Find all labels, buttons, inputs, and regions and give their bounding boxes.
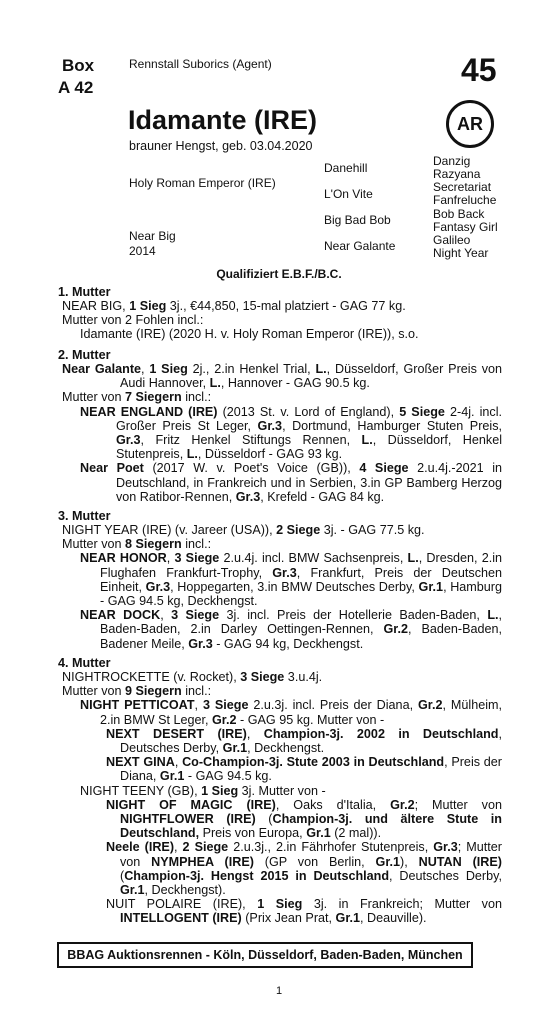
- box-number: A 42: [58, 78, 94, 97]
- pedigree-dam-year: 2014: [129, 244, 156, 258]
- dam-1-text: NEAR BIG, 1 Sieg 3j., €44,850, 15-mal platziert - GAG 77 kg. Mutter von 2 Fohlen incl.: Idamante (IRE) (2020 H. v. Holy Roman Emperor (IRE)), s.o.: [62, 299, 419, 342]
- pedigree-dam-dam: Near Galante: [324, 239, 396, 253]
- dam-4-text: NIGHTROCKETTE (v. Rocket), 3 Siege 3.u.4j. Mutter von 9 Siegern incl.: NIGHT PETTICOAT, 3 Siege 2.u.3j. incl. Preis der Diana, Gr.2, Mülheim, 2.in BMW St Leger, Gr.2 - GAG 95 kg. Mutter von - NEXT DESERT (IRE), Champion-3j. 2002 in Deutschland, Deutsches Derby, Gr.1, Deckhengst. NEXT GINA, Co-Champion-3j. Stute 2003 in Deutschland, Preis der Diana, Gr.1 - GAG 94.5 kg. NIGHT TEENY (GB), 1 Sieg 3j. Mutter von - NIGHT OF MAGIC (IRE), Oaks d'Italia, Gr.2; Mutter von NIGHTFLOWER (IRE) (Champion-3j. und ältere Stute in Deutschland, Preis von Europa, Gr.1 (2 mal)). Neele (IRE), 2 Siege 2.u.3j., 2.in Fährhofer Stutenpreis, Gr.3; Mutter von NYMPHEA (IRE) (GP von Berlin, Gr.1), NUTAN (IRE) (Champion-3j. Hengst 2015 in Deutschland, Deutsches Derby, Gr.1, Deckhengst). NUIT POLAIRE (IRE), 1 Sieg 3j. in Frankreich; Mutter von INTELLOGENT (IRE) (Prix Jean Prat, Gr.1, Deauville).: [62, 670, 503, 926]
- horse-name: Idamante (IRE): [128, 105, 318, 135]
- pedigree-g5: Bob Back: [433, 207, 485, 221]
- section-heading: 4. Mutter: [58, 656, 111, 670]
- footer-banner: BBAG Auktionsrennen - Köln, Düsseldorf, Baden-Baden, München: [57, 942, 473, 968]
- owner: Rennstall Suborics (Agent): [129, 57, 272, 71]
- pedigree-g8: Night Year: [433, 246, 489, 260]
- box-label: Box: [62, 56, 95, 75]
- dam-3-text: NIGHT YEAR (IRE) (v. Jareer (USA)), 2 Siege 3j. - GAG 77.5 kg. Mutter von 8 Siegern incl.: NEAR HONOR, 3 Siege 2.u.4j. incl. BMW Sachsenpreis, L., Dresden, 2.in Flughafen Frankfurt-Trophy, Gr.3, Frankfurt, Preis der Deutschen Einheit, Gr.3, Hoppegarten, 3.in BMW Deutsches Derby, Gr.1, Hamburg - GAG 94.5 kg, Deckhengst. NEAR DOCK, 3 Siege 3j. incl. Preis der Hotellerie Baden-Baden, L., Baden-Baden, 2.in Darley Oettingen-Rennen, Gr.2, Baden-Baden, Badener Meile, Gr.3 - GAG 94 kg, Deckhengst.: [62, 523, 503, 651]
- pedigree-g1: Danzig: [433, 154, 471, 168]
- qualification: Qualifiziert E.B.F./B.C.: [216, 267, 342, 281]
- pedigree-g2: Razyana: [433, 167, 481, 181]
- pedigree-g3: Secretariat: [433, 180, 492, 194]
- section-heading: 1. Mutter: [58, 285, 111, 299]
- pedigree-g6: Fantasy Girl: [433, 220, 498, 234]
- lot-number: 45: [461, 52, 497, 88]
- section-heading: 2. Mutter: [58, 348, 111, 362]
- pedigree-sire-sire: Danehill: [324, 161, 368, 175]
- pedigree-dam: Near Big: [129, 229, 176, 243]
- page-number: 1: [275, 985, 283, 997]
- dam-2-text: Near Galante, 1 Sieg 2j., 2.in Henkel Trial, L., Düsseldorf, Großer Preis von Audi Hannover, L., Hannover - GAG 90.5 kg. Mutter von 7 Siegern incl.: NEAR ENGLAND (IRE) (2013 St. v. Lord of England), 5 Siege 2-4j. incl. Großer Preis St Leger, Gr.3, Dortmund, Hamburger Stuten Preis, Gr.3, Fritz Henkel Stiftungs Rennen, L., Düsseldorf, Henkel Stutenpreis, L., Düsseldorf - GAG 93 kg. Near Poet (2017 W. v. Poet's Voice (GB)), 4 Siege 2.u.4j.-2021 in Deutschland, in Frankreich und in Serbien, 3.in GP Bamberg Herzog von Ratibor-Rennen, Gr.3, Krefeld - GAG 84 kg.: [62, 362, 502, 504]
- pedigree-dam-sire: Big Bad Bob: [324, 213, 391, 227]
- pedigree-g4: Fanfreluche: [433, 193, 497, 207]
- horse-description: brauner Hengst, geb. 03.04.2020: [129, 139, 313, 153]
- pedigree-sire-dam: L'On Vite: [324, 187, 373, 201]
- ar-badge: AR: [446, 100, 494, 148]
- section-heading: 3. Mutter: [58, 509, 111, 523]
- pedigree-sire: Holy Roman Emperor (IRE): [129, 176, 276, 190]
- pedigree-g7: Galileo: [433, 233, 471, 247]
